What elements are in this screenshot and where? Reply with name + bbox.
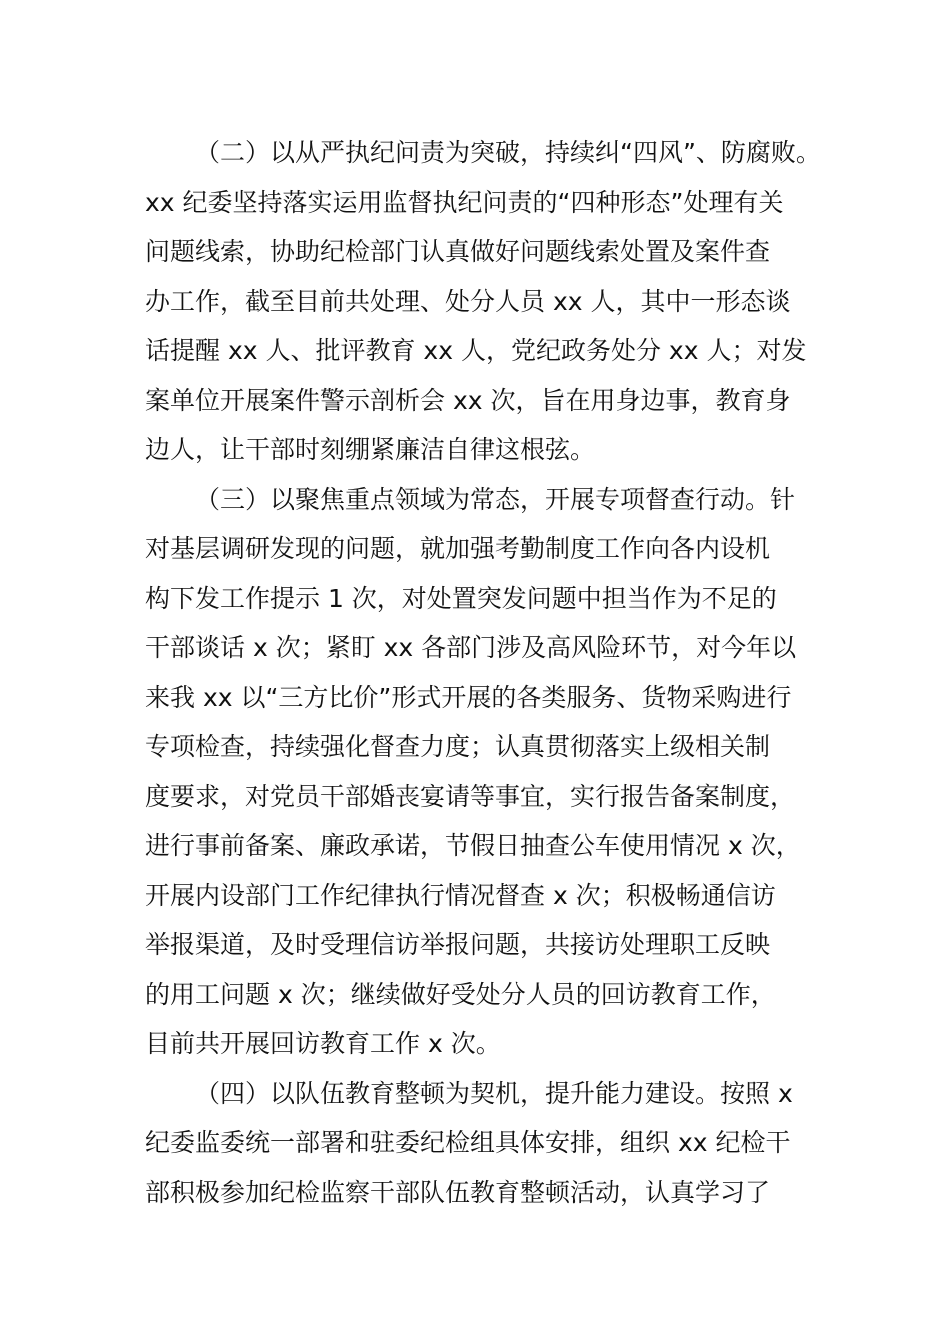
- paragraph-team-education: [145, 1069, 815, 1218]
- text-line: 开展内设部门工作纪律执行情况督查 x 次；积极畅通信访: [145, 880, 776, 910]
- text-line: 边人，让干部时刻绷紧廉洁自律这根弦。: [145, 435, 596, 464]
- paragraph-discipline-accountability: [145, 128, 821, 475]
- text-line: 案单位开展案件警示剖析会 xx 次，旨在用身边事，教育身: [145, 385, 791, 415]
- document-body: [145, 128, 821, 1217]
- text-line: 的用工问题 x 次；继续做好受处分人员的回访教育工作，: [145, 979, 776, 1009]
- text-line: 对基层调研发现的问题，就加强考勤制度工作向各内设机: [145, 534, 771, 563]
- text-line: 专项检查，持续强化督查力度；认真贯彻落实上级相关制: [145, 732, 771, 761]
- text-line: （三）以聚焦重点领域为常态，开展专项督查行动。针: [195, 484, 796, 514]
- text-line: 话提醒 xx 人、批评教育 xx 人，党纪政务处分 xx 人；对发: [145, 336, 807, 365]
- text-line: （四）以队伍教育整顿为契机，提升能力建设。按照 x: [195, 1078, 793, 1108]
- text-line: xx 纪委坚持落实运用监督执纪问责的“四种形态”处理有关: [145, 187, 784, 217]
- text-line: 构下发工作提示 1 次，对处置突发问题中担当作为不足的: [145, 583, 777, 613]
- text-line: 纪委监委统一部署和驻委纪检组具体安排，组织 xx 纪检干: [145, 1128, 791, 1157]
- text-line: 问题线索，协助纪检部门认真做好问题线索处置及案件查: [145, 237, 771, 266]
- text-line: 举报渠道，及时受理信访举报问题，共接访处理职工反映: [145, 930, 771, 959]
- text-line: 目前共开展回访教育工作 x 次。: [145, 1029, 501, 1058]
- text-line: 办工作，截至目前共处理、处分人员 xx 人，其中一形态谈: [145, 286, 791, 316]
- paragraph-special-inspection: [145, 475, 815, 1069]
- text-line: 部积极参加纪检监察干部队伍教育整顿活动，认真学习了: [145, 1177, 771, 1207]
- text-line: 度要求，对党员干部婚丧宴请等事宜，实行报告备案制度，: [145, 781, 796, 811]
- text-line: （二）以从严执纪问责为突破，持续纠“四风”、防腐败。: [195, 138, 821, 167]
- text-line: 来我 xx 以“三方比价”形式开展的各类服务、货物采购进行: [145, 682, 792, 712]
- text-line: 干部谈话 x 次；紧盯 xx 各部门涉及高风险环节，对今年以: [145, 633, 797, 662]
- text-line: 进行事前备案、廉政承诺，节假日抽查公车使用情况 x 次，: [145, 831, 801, 860]
